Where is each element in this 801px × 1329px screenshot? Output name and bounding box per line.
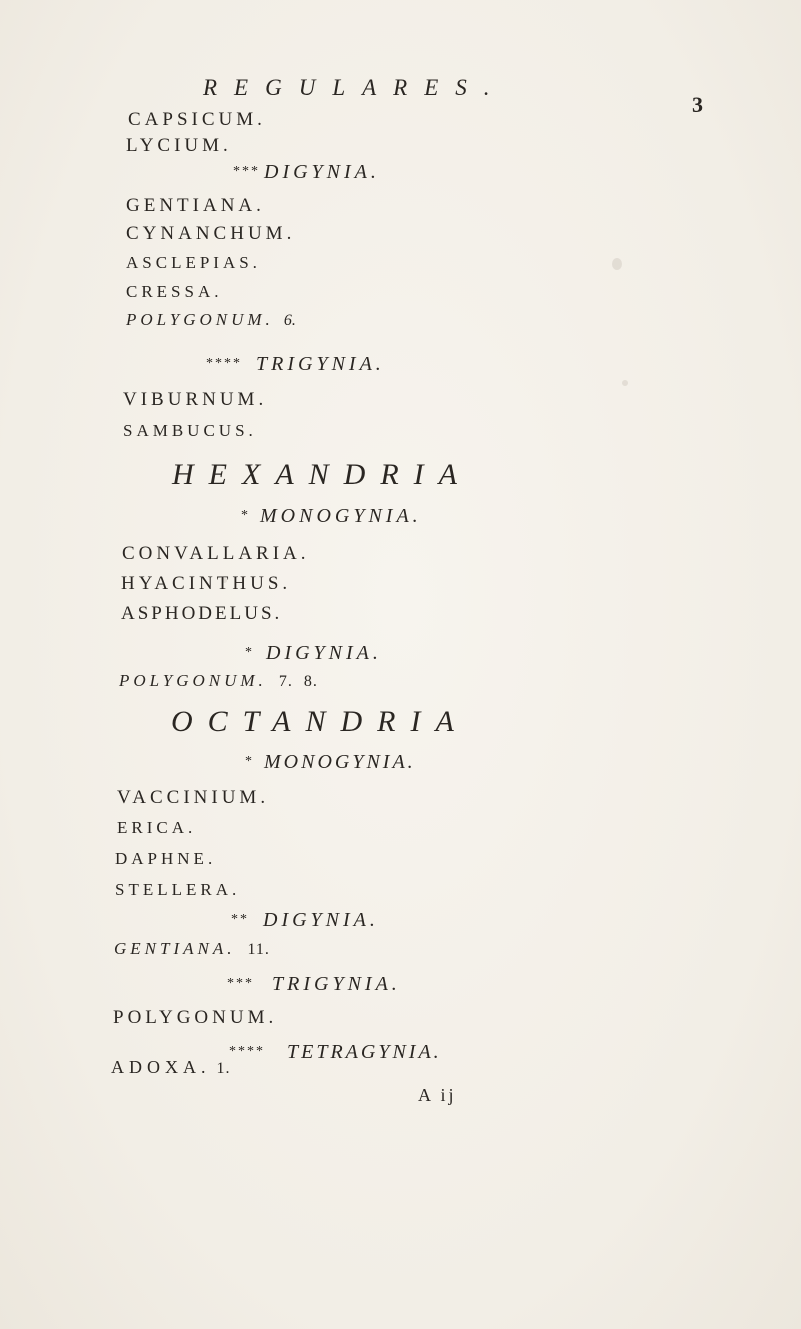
- species-count: 1.: [216, 1060, 231, 1077]
- order-label: DIGYNIA.: [266, 642, 382, 664]
- genus-sambucus: SAMBUCUS.: [123, 421, 257, 440]
- order-heading-monogynia: [245, 752, 416, 772]
- order-label: TETRAGYNIA.: [287, 1041, 442, 1063]
- genus-polygonum: [119, 672, 318, 690]
- genus-cressa: CRESSA.: [126, 282, 223, 301]
- paper-stain: [612, 258, 622, 270]
- genus-asphodelus: ASPHODELUS.: [121, 603, 283, 624]
- class-heading-hexandria: HEXANDRIA: [172, 458, 472, 491]
- genus-name: POLYGONUM.: [126, 310, 274, 329]
- species-count: 7. 8.: [278, 673, 318, 690]
- order-stars: *: [245, 754, 254, 769]
- genus-viburnum: VIBURNUM.: [123, 389, 268, 410]
- genus-asclepias: ASCLEPIAS.: [126, 253, 261, 272]
- order-stars: ****: [206, 356, 242, 371]
- order-heading-digynia: [233, 162, 380, 182]
- species-count: 11.: [247, 941, 270, 958]
- order-stars: *: [241, 508, 250, 523]
- order-label: TRIGYNIA.: [272, 973, 401, 995]
- genus-gentiana: GENTIANA.: [126, 195, 265, 216]
- order-heading-monogynia: [241, 506, 422, 526]
- order-label: MONOGYNIA.: [264, 751, 416, 773]
- genus-name: GENTIANA.: [114, 939, 236, 958]
- order-label: TRIGYNIA.: [256, 353, 385, 375]
- genus-name: ADOXA.: [111, 1057, 211, 1077]
- order-stars: ***: [233, 164, 260, 179]
- genus-lycium: LYCIUM.: [126, 135, 232, 156]
- order-heading-tetragynia: [229, 1042, 442, 1062]
- order-stars: **: [231, 912, 249, 927]
- genus-stellera: STELLERA.: [115, 880, 241, 899]
- class-heading-octandria: OCTANDRIA: [171, 705, 469, 738]
- order-label: DIGYNIA.: [264, 161, 380, 183]
- order-stars: ****: [229, 1044, 265, 1059]
- order-stars: *: [245, 645, 254, 660]
- order-heading-trigynia: [206, 354, 385, 374]
- genus-daphne: DAPHNE.: [115, 849, 217, 868]
- genus-polygonum: [126, 311, 296, 329]
- order-stars: ***: [227, 976, 254, 991]
- order-heading-trigynia: [227, 974, 401, 994]
- genus-hyacinthus: HYACINTHUS.: [121, 573, 292, 594]
- order-heading-digynia: [245, 643, 382, 663]
- genus-capsicum: CAPSICUM.: [128, 109, 266, 130]
- signature-mark: A ij: [418, 1085, 457, 1105]
- paper-stain: [622, 380, 628, 386]
- page-number: 3: [692, 92, 703, 117]
- genus-vaccinium: VACCINIUM.: [117, 787, 270, 808]
- genus-polygonum: POLYGONUM.: [113, 1007, 278, 1028]
- order-label: MONOGYNIA.: [260, 505, 422, 527]
- order-label: DIGYNIA.: [263, 909, 379, 931]
- species-count: 6.: [283, 312, 296, 329]
- running-header: REGULARES.: [203, 75, 507, 100]
- genus-gentiana: [114, 940, 270, 958]
- genus-name: POLYGONUM.: [119, 671, 267, 690]
- order-heading-digynia: [231, 910, 379, 930]
- genus-cynanchum: CYNANCHUM.: [126, 223, 296, 244]
- genus-convallaria: CONVALLARIA.: [122, 543, 310, 564]
- genus-erica: ERICA.: [117, 818, 197, 837]
- genus-adoxa: [111, 1058, 231, 1077]
